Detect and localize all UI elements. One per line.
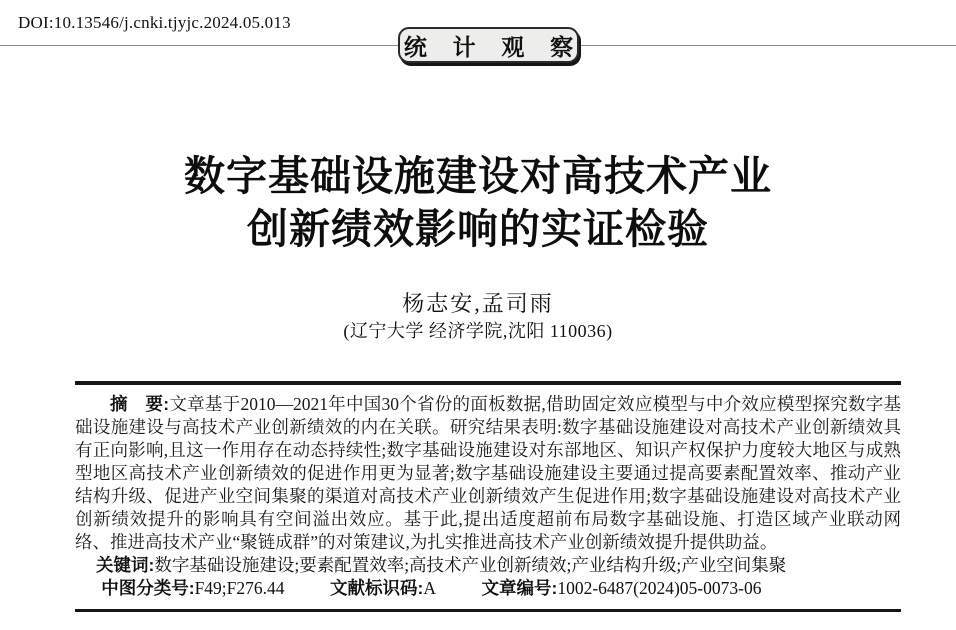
doc-code-value: A [423, 578, 436, 598]
authors: 杨志安,孟司雨 [402, 291, 554, 316]
article-id-value: 1002-6487(2024)05-0073-06 [557, 578, 762, 598]
doi-text: DOI:10.13546/j.cnki.tjyjc.2024.05.013 [18, 13, 291, 32]
affiliation: (辽宁大学 经济学院,沈阳 110036) [343, 321, 613, 341]
abstract-label: 摘 要: [110, 394, 170, 414]
article-id-label: 文章编号: [481, 578, 558, 598]
abstract-text: 文章基于2010—2021年中国30个省份的面板数据,借助固定效应模型与中介效应模型探究数字基础设施建设与高技术产业创新绩效的内在关联。研究结果表明:数字基础设施建设对高技术产业创新绩效具有正向影响,且这一作用存在动态持续性;数字基础设施建设对东部地区、知识产权保护力度较大地区与成熟型地区高技术产业创新绩效的促进作用更为显著;数字基础设施建设主要通过提高要素配置效率、推动产业结构升级、促进产业空间集聚的渠道对高技术产业创新绩效产生促进作用;数字基础设施建设对高技术产业创新绩效提升的影响具有空间溢出效应。基于此,提出适度超前布局数字基础设施、打造区域产业联动网络、推进高技术产业“聚链成群”的对策建议,为扎实推进高技术产业创新绩效提升提供助益。 [75, 394, 902, 552]
clc-label: 中图分类号: [101, 578, 195, 598]
abstract-block [75, 381, 901, 612]
keywords-label: 关键词: [96, 555, 155, 575]
column-header-label: 统 计 观 察 [403, 34, 584, 60]
abstract-bottom-rule [75, 609, 901, 612]
classification-line [75, 577, 901, 600]
keywords-text: 数字基础设施建设;要素配置效率;高技术产业创新绩效;产业结构升级;产业空间集聚 [154, 555, 787, 575]
doc-code-label: 文献标识码: [330, 578, 424, 598]
article-title [0, 150, 956, 256]
column-header-box [398, 27, 584, 63]
keywords-line [75, 554, 901, 577]
article-title-line1: 数字基础设施建设对高技术产业 [184, 153, 772, 199]
clc-value: F49;F276.44 [194, 578, 285, 598]
article-title-line2: 创新绩效影响的实证检验 [247, 206, 709, 252]
abstract-top-rule [75, 381, 901, 385]
abstract-paragraph [75, 393, 901, 554]
